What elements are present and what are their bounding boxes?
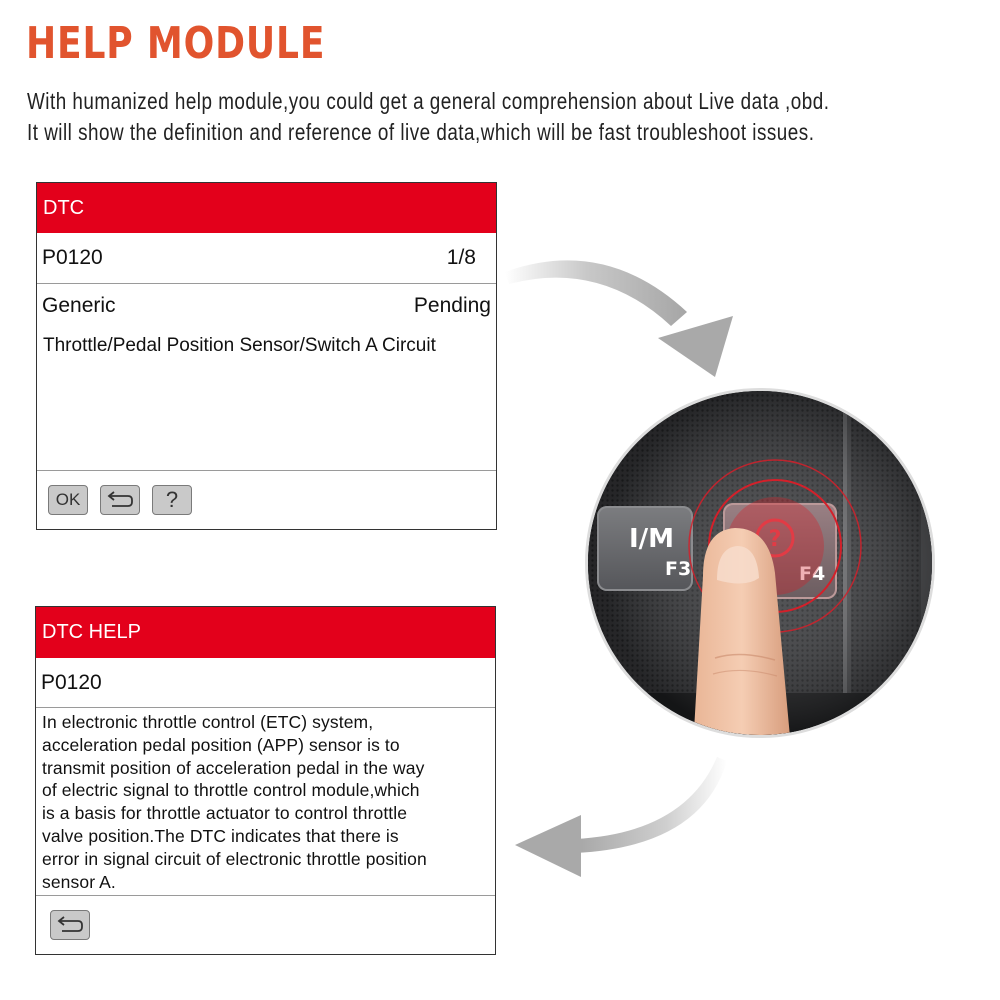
intro-line-2: It will show the definition and reference of live data,which will be fast troubleshoot issues. — [27, 119, 815, 145]
help-button-label: ? — [165, 487, 179, 512]
help-text-line: transmit position of acceleration pedal in the way — [42, 757, 425, 778]
help-header-label: DTC HELP — [42, 621, 141, 643]
ok-button-label: OK — [55, 490, 81, 509]
help-back-button[interactable] — [50, 910, 90, 940]
dtc-code-row[interactable] — [37, 233, 496, 284]
device-closeup — [585, 388, 935, 738]
dtc-header-label: DTC — [43, 196, 85, 219]
help-text-line: is a basis for throttle actuator to control throttle — [42, 803, 408, 824]
back-icon — [56, 916, 84, 934]
curved-arrow-back-icon — [505, 755, 745, 895]
help-text-line: acceleration pedal position (APP) sensor is to — [42, 734, 400, 755]
help-text-line: sensor A. — [42, 871, 116, 892]
dtc-description: Throttle/Pedal Position Sensor/Switch A Circuit — [43, 335, 436, 356]
help-text-line: of electric signal to throttle control module,which — [42, 780, 420, 801]
dtc-type-row — [37, 284, 496, 327]
dtc-screen — [36, 182, 497, 530]
help-text-line: error in signal circuit of electronic throttle position — [42, 848, 427, 869]
dtc-status: Pending — [413, 294, 491, 317]
help-footer — [36, 895, 495, 954]
intro-line-1: With humanized help module,you could get a general comprehension about Live data ,obd. — [27, 88, 830, 114]
finger-image — [585, 388, 935, 738]
help-text-line: valve position.The DTC indicates that there is — [42, 825, 399, 846]
dtc-header — [37, 183, 496, 233]
intro-text — [27, 86, 929, 148]
curved-arrow-down-icon — [495, 240, 755, 380]
page-title: HELP MODULE — [26, 18, 326, 69]
dtc-footer — [37, 470, 496, 529]
dtc-code: P0120 — [42, 246, 103, 269]
dtc-help-screen — [35, 606, 496, 955]
f3-key-label: F3 — [665, 558, 692, 580]
dtc-counter: 1/8 — [446, 246, 476, 269]
help-button[interactable] — [152, 485, 192, 515]
help-code-row — [36, 658, 495, 708]
help-header — [36, 607, 495, 658]
im-key-label: I/M — [629, 524, 675, 554]
dtc-type: Generic — [42, 294, 116, 317]
back-icon — [106, 491, 134, 509]
help-text-line: In electronic throttle control (ETC) system, — [42, 712, 374, 732]
back-button[interactable] — [100, 485, 140, 515]
f4-key-label: F4 — [799, 563, 826, 585]
help-text — [36, 708, 495, 893]
ok-button[interactable] — [48, 485, 88, 515]
help-code: P0120 — [41, 670, 102, 694]
question-icon: ? — [768, 527, 782, 552]
